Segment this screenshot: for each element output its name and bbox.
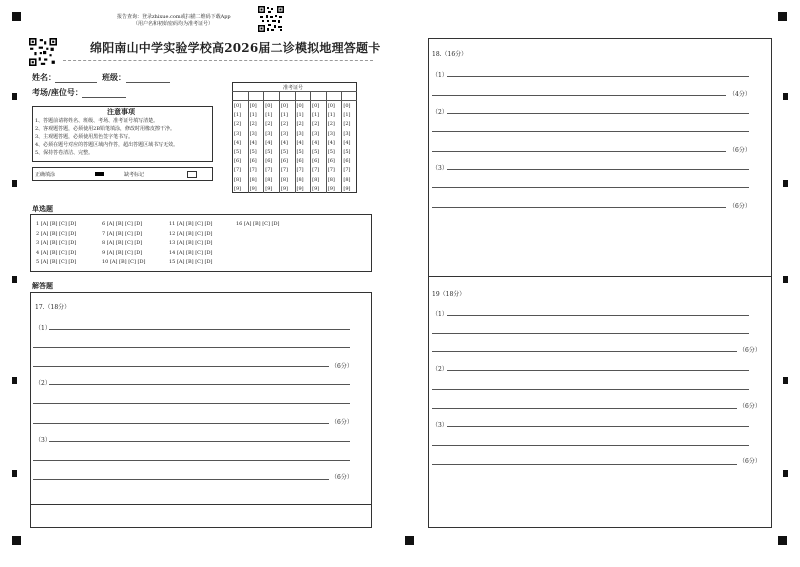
exam-id-digit-bubble[interactable]: [2] xyxy=(280,121,288,128)
exam-id-digit-bubble[interactable]: [6] xyxy=(249,158,257,165)
exam-id-digit-bubble[interactable]: [7] xyxy=(312,167,320,174)
student-qr-code xyxy=(29,38,57,66)
mcq-question-row[interactable]: 5 [A] [B] [C] [D] xyxy=(36,259,77,266)
q19-part3-score: （6分） xyxy=(739,458,761,465)
exam-id-digit-bubble[interactable]: [8] xyxy=(296,176,304,183)
q17-bottom-divider xyxy=(30,504,372,505)
exam-id-digit-bubble[interactable]: [7] xyxy=(234,167,242,174)
q18-part1-score: （4分） xyxy=(729,91,751,98)
mcq-question-row[interactable]: 13 [A] [B] [C] [D] xyxy=(169,240,213,247)
q19-answer-line[interactable] xyxy=(432,445,749,446)
exam-id-digit-bubble[interactable]: [0] xyxy=(234,103,242,109)
exam-id-digit-bubble[interactable]: [8] xyxy=(327,176,335,183)
q17-answer-line[interactable] xyxy=(49,441,350,442)
registration-mark xyxy=(12,12,21,21)
title-underline xyxy=(63,60,373,61)
exam-id-digit-bubble[interactable]: [5] xyxy=(280,149,288,155)
exam-id-digit-bubble[interactable]: [6] xyxy=(312,158,320,165)
mcq-question-row[interactable]: 16 [A] [B] [C] [D] xyxy=(236,221,280,227)
mcq-question-row[interactable]: 12 [A] [B] [C] [D] xyxy=(169,230,213,237)
exam-id-digit-bubble[interactable]: [1] xyxy=(265,112,273,119)
exam-id-digit-bubble[interactable]: [1] xyxy=(343,112,351,119)
q19-title: 19（18分） xyxy=(432,291,466,298)
q19-answer-line[interactable] xyxy=(432,333,749,334)
q17-answer-line[interactable] xyxy=(33,460,350,461)
mcq-section-title: 单选题 xyxy=(32,204,53,213)
notice-item: 3、主观题答题，必须使用黑色签字笔书写。 xyxy=(35,134,134,140)
q17-part1-score: （6分） xyxy=(331,363,353,370)
exam-id-title: 准考证号 xyxy=(283,85,304,91)
exam-id-digit-bubble[interactable]: [4] xyxy=(249,139,257,146)
q18-q19-divider xyxy=(428,276,772,277)
q18-answer-line[interactable] xyxy=(432,187,749,188)
exam-id-digit-bubble[interactable]: [7] xyxy=(249,167,257,174)
exam-id-digit-bubble[interactable]: [4] xyxy=(312,139,320,146)
exam-id-digit-bubble[interactable]: [2] xyxy=(265,121,273,128)
exam-id-digit-bubble[interactable]: [0] xyxy=(327,103,335,109)
exam-id-digit-bubble[interactable]: [5] xyxy=(249,149,257,155)
exam-id-digit-bubble[interactable]: [9] xyxy=(312,185,320,192)
exam-id-column-divider xyxy=(341,91,342,193)
q18-answer-line[interactable] xyxy=(432,151,726,152)
exam-id-digit-bubble[interactable]: [7] xyxy=(296,167,304,174)
exam-id-digit-bubble[interactable]: [1] xyxy=(312,112,320,119)
correct-fill-sample xyxy=(95,172,104,176)
notice-title: 注意事项 xyxy=(107,107,135,116)
exam-id-digit-bubble[interactable]: [1] xyxy=(296,112,304,119)
exam-id-digit-bubble[interactable]: [5] xyxy=(296,149,304,155)
exam-id-digit-bubble[interactable]: [1] xyxy=(234,112,242,119)
exam-id-digit-bubble[interactable]: [3] xyxy=(234,130,242,137)
exam-id-digit-bubble[interactable]: [2] xyxy=(327,121,335,128)
exam-id-column-divider xyxy=(326,91,327,193)
exam-id-digit-bubble[interactable]: [8] xyxy=(343,176,351,183)
exam-id-digit-bubble[interactable]: [6] xyxy=(343,158,351,165)
exam-id-digit-bubble[interactable]: [3] xyxy=(280,130,288,137)
q18-answer-line[interactable] xyxy=(432,131,749,132)
exam-id-digit-bubble[interactable]: [7] xyxy=(280,167,288,174)
exam-id-digit-bubble[interactable]: [2] xyxy=(249,121,257,128)
q19-answer-line[interactable] xyxy=(447,370,749,371)
exam-id-digit-bubble[interactable]: [0] xyxy=(249,103,257,109)
exam-id-digit-bubble[interactable]: [8] xyxy=(234,176,242,183)
q17-answer-line[interactable] xyxy=(33,479,329,480)
exam-id-digit-bubble[interactable]: [7] xyxy=(343,167,351,174)
exam-id-digit-bubble[interactable]: [4] xyxy=(327,139,335,146)
exam-id-digit-bubble[interactable]: [6] xyxy=(296,158,304,165)
exam-id-digit-bubble[interactable]: [4] xyxy=(343,139,351,146)
exam-id-digit-bubble[interactable]: [7] xyxy=(265,167,273,174)
exam-id-digit-bubble[interactable]: [6] xyxy=(265,158,273,165)
q19-answer-line[interactable] xyxy=(432,351,737,352)
header-qr-code xyxy=(258,6,284,32)
q18-answer-line[interactable] xyxy=(432,207,726,208)
exam-id-column-divider xyxy=(279,91,280,193)
exam-id-digit-bubble[interactable]: [4] xyxy=(296,139,304,146)
exam-id-digit-bubble[interactable]: [9] xyxy=(234,185,242,192)
mcq-question-row[interactable]: 2 [A] [B] [C] [D] xyxy=(36,230,77,237)
exam-id-column-divider xyxy=(295,91,296,193)
room-seat-label: 考场/座位号： xyxy=(32,87,83,97)
exam-id-digit-bubble[interactable]: [3] xyxy=(296,130,304,137)
q19-answer-line[interactable] xyxy=(447,426,749,427)
exam-id-digit-bubble[interactable]: [6] xyxy=(234,158,242,165)
exam-id-digit-bubble[interactable]: [1] xyxy=(249,112,257,119)
timing-mark xyxy=(12,180,17,187)
q17-part3-label: （3） xyxy=(35,437,51,444)
exam-id-digit-bubble[interactable]: [4] xyxy=(234,139,242,146)
mcq-question-row[interactable]: 9 [A] [B] [C] [D] xyxy=(102,249,143,256)
q17-answer-box xyxy=(30,292,372,528)
notice-item: 4、必须在题号对应的答题区域内作答，超出答题区域书写无效。 xyxy=(35,142,179,148)
exam-id-digit-bubble[interactable]: [7] xyxy=(327,167,335,174)
exam-id-digit-bubble[interactable]: [0] xyxy=(343,103,351,109)
q17-answer-line[interactable] xyxy=(33,366,329,367)
mcq-question-row[interactable]: 1 [A] [B] [C] [D] xyxy=(36,221,77,227)
q18-part2-score: （6分） xyxy=(729,147,751,154)
exam-id-digit-bubble[interactable]: [6] xyxy=(327,158,335,165)
name-label: 姓名： xyxy=(32,72,56,82)
exam-id-digit-bubble[interactable]: [3] xyxy=(343,130,351,137)
exam-id-digit-bubble[interactable]: [1] xyxy=(327,112,335,119)
q19-part3-label: （3） xyxy=(432,422,448,429)
exam-id-digit-bubble[interactable]: [4] xyxy=(280,139,288,146)
mcq-question-row[interactable]: 10 [A] [B] [C] [D] xyxy=(102,259,146,266)
exam-id-digit-bubble[interactable]: [5] xyxy=(343,149,351,155)
exam-id-digit-bubble[interactable]: [9] xyxy=(343,185,351,192)
q18-answer-line[interactable] xyxy=(447,169,749,170)
mcq-question-row[interactable]: 8 [A] [B] [C] [D] xyxy=(102,240,143,247)
answer-section-title: 解答题 xyxy=(32,281,53,290)
exam-id-digit-bubble[interactable]: [6] xyxy=(280,158,288,165)
exam-id-digit-bubble[interactable]: [0] xyxy=(280,103,288,109)
q18-part2-label: （2） xyxy=(432,109,448,116)
room-seat-field[interactable] xyxy=(82,97,126,98)
q17-answer-line[interactable] xyxy=(49,329,350,330)
mcq-question-row[interactable]: 7 [A] [B] [C] [D] xyxy=(102,230,143,237)
timing-mark xyxy=(783,470,788,477)
exam-id-digit-bubble[interactable]: [8] xyxy=(280,176,288,183)
timing-mark xyxy=(783,276,788,283)
notice-item: 2、客观题答题，必须使用2B铅笔填涂，修改时用橡皮擦干净。 xyxy=(35,126,176,132)
report-query-line: 报告查询：登录zhixue.com或扫描二维码下载App xyxy=(117,14,231,20)
q17-answer-line[interactable] xyxy=(49,384,350,385)
q18-part1-label: （1） xyxy=(432,72,448,79)
q19-part1-label: （1） xyxy=(432,311,448,318)
exam-id-digit-bubble[interactable]: [0] xyxy=(312,103,320,109)
exam-id-digit-bubble[interactable]: [5] xyxy=(234,149,242,155)
mcq-question-row[interactable]: 14 [A] [B] [C] [D] xyxy=(169,249,213,256)
timing-mark xyxy=(783,377,788,384)
q19-part2-score: （6分） xyxy=(739,403,761,410)
exam-id-digit-bubble[interactable]: [9] xyxy=(296,185,304,192)
exam-id-digit-bubble[interactable]: [8] xyxy=(312,176,320,183)
exam-id-digit-bubble[interactable]: [9] xyxy=(265,185,273,192)
q19-part2-label: （2） xyxy=(432,366,448,373)
exam-id-digit-bubble[interactable]: [1] xyxy=(280,112,288,119)
mcq-answers xyxy=(36,220,366,270)
q18-answer-line[interactable] xyxy=(447,113,749,114)
q19-part1-score: （6分） xyxy=(739,347,761,354)
q17-part2-score: （6分） xyxy=(331,419,353,426)
exam-id-digit-bubble[interactable]: [3] xyxy=(327,130,335,137)
timing-mark xyxy=(783,180,788,187)
timing-mark xyxy=(12,377,17,384)
q19-answer-line[interactable] xyxy=(432,408,737,409)
timing-mark xyxy=(783,93,788,100)
mcq-question-row[interactable]: 15 [A] [B] [C] [D] xyxy=(169,259,213,266)
q17-part2-label: （2） xyxy=(35,380,51,387)
timing-mark xyxy=(12,276,17,283)
exam-id-digit-bubble[interactable]: [2] xyxy=(296,121,304,128)
timing-mark xyxy=(12,470,17,477)
mcq-question-row[interactable]: 3 [A] [B] [C] [D] xyxy=(36,240,77,247)
class-field[interactable] xyxy=(126,82,170,83)
exam-id-digit-bubble[interactable]: [5] xyxy=(327,149,335,155)
exam-id-column-divider xyxy=(310,91,311,193)
q18-part3-label: （3） xyxy=(432,165,448,172)
q17-title: 17.（18分） xyxy=(35,304,71,311)
absent-mark-checkbox[interactable] xyxy=(187,171,197,178)
page-title: 绵阳南山中学实验学校高2026届二诊模拟地理答题卡 xyxy=(90,41,381,55)
exam-id-digit-bubble[interactable]: [2] xyxy=(312,121,320,128)
exam-id-digit-bubble[interactable]: [3] xyxy=(249,130,257,137)
q17-part1-label: （1） xyxy=(35,325,51,332)
q18-part3-score: （6分） xyxy=(729,203,751,210)
right-page-frame xyxy=(428,38,772,528)
q19-answer-line[interactable] xyxy=(447,315,749,316)
exam-id-digit-bubble[interactable]: [2] xyxy=(234,121,242,128)
notice-item: 1、答题前请将姓名、班级、考场、准考证号填写清楚。 xyxy=(35,118,159,124)
q18-answer-line[interactable] xyxy=(447,76,749,77)
registration-mark xyxy=(405,536,414,545)
exam-id-digit-bubble[interactable]: [9] xyxy=(280,185,288,192)
exam-id-digit-bubble[interactable]: [5] xyxy=(312,149,320,155)
registration-mark xyxy=(778,12,787,21)
exam-id-column-divider xyxy=(263,91,264,193)
q18-answer-line[interactable] xyxy=(432,95,726,96)
exam-id-digit-bubble[interactable]: [0] xyxy=(265,103,273,109)
report-query-subline: （用户名和初始密码均为准考证号） xyxy=(133,21,214,27)
mcq-question-row[interactable]: 4 [A] [B] [C] [D] xyxy=(36,249,77,256)
exam-id-digit-bubble[interactable]: [2] xyxy=(343,121,351,128)
absent-mark-label: 缺考标记 xyxy=(124,172,145,178)
q19-answer-line[interactable] xyxy=(432,464,737,465)
exam-id-digit-bubble[interactable]: [8] xyxy=(265,176,273,183)
exam-id-column-divider xyxy=(248,91,249,193)
q17-answer-line[interactable] xyxy=(33,347,350,348)
q17-answer-line[interactable] xyxy=(33,403,350,404)
exam-id-digit-bubble[interactable]: [0] xyxy=(296,103,304,109)
exam-id-digit-bubble[interactable]: [9] xyxy=(249,185,257,192)
q17-part3-score: （6分） xyxy=(331,474,353,481)
q17-answer-line[interactable] xyxy=(33,423,329,424)
timing-mark xyxy=(12,93,17,100)
name-field[interactable] xyxy=(55,82,97,83)
exam-id-digit-bubble[interactable]: [9] xyxy=(327,185,335,192)
fill-sample-box xyxy=(32,167,213,181)
registration-mark xyxy=(778,536,787,545)
exam-id-digit-bubble[interactable]: [4] xyxy=(265,139,273,146)
exam-id-digit-bubble[interactable]: [8] xyxy=(249,176,257,183)
mcq-question-row[interactable]: 6 [A] [B] [C] [D] xyxy=(102,221,143,227)
notice-item: 5、保持答卷清洁、完整。 xyxy=(35,150,94,156)
mcq-question-row[interactable]: 11 [A] [B] [C] [D] xyxy=(169,221,213,227)
exam-id-digit-bubble[interactable]: [3] xyxy=(312,130,320,137)
exam-id-columns xyxy=(232,91,357,193)
exam-id-digit-bubble[interactable]: [5] xyxy=(265,149,273,155)
exam-id-digit-bubble[interactable]: [3] xyxy=(265,130,273,137)
correct-fill-label: 正确填涂 xyxy=(35,172,56,178)
q18-title: 18.（16分） xyxy=(432,51,468,58)
q19-answer-line[interactable] xyxy=(432,389,749,390)
class-label: 班级： xyxy=(102,72,126,82)
registration-mark xyxy=(12,536,21,545)
